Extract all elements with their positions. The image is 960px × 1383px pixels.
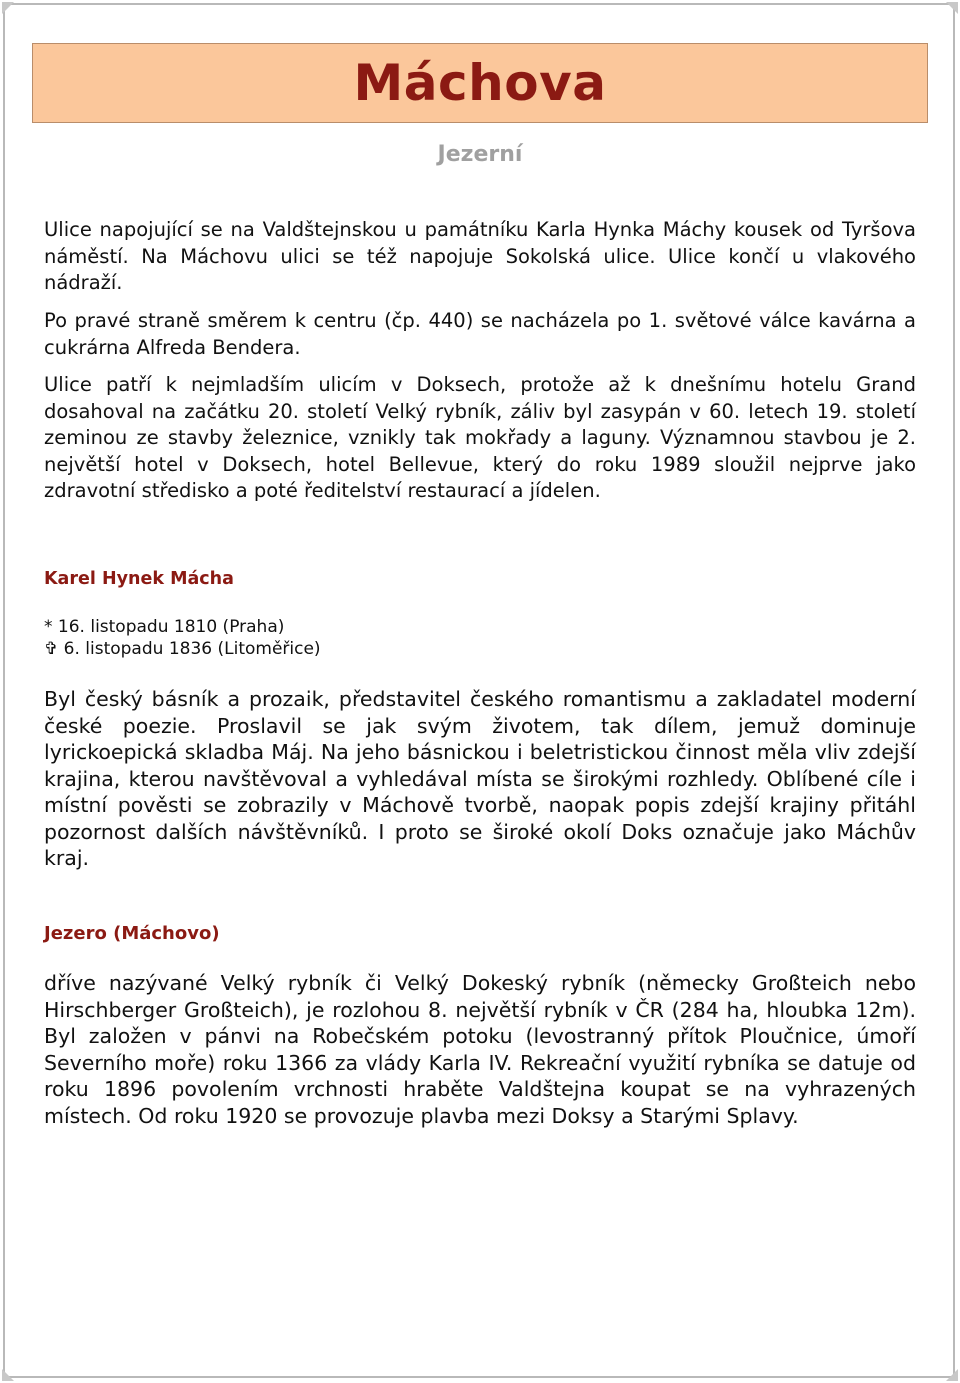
paragraph-macha [44, 686, 916, 872]
page-corner-decoration [2, 2, 14, 14]
page-title: Máchova [353, 54, 607, 112]
paragraph-text: Ulice patří k nejmladším ulicím v Doksech, protože až k dnešnímu hotelu Grand dosahoval na začátku 20. století Velký rybník, záliv byl zasypán v 60. letech 19. století zeminou ze stavby železnice, vznikly tak mokřady a laguny. Významnou stavbou je 2. největší hotel v Doksech, hotel Bellevue, který do roku 1989 sloužil nejprve jako zdravotní středisko a poté ředitelství restaurací a jídelen. [44, 373, 916, 502]
page-subtitle: Jezerní [437, 142, 523, 167]
section-heading-jezero: Jezero (Máchovo) [44, 923, 220, 944]
paragraph-jezero [44, 970, 916, 1129]
paragraph-text: dříve nazývané Velký rybník či Velký Dokeský rybník (německy Großteich nebo Hirschberger Großteich), je rozlohou 8. největší rybník v ČR (284 ha, hloubka 12m). Byl založen v pánvi na Robečském potoku (levostranný přítok Ploučnice, úmoří Severního moře) roku 1366 za vlády Karla IV. Rekreační využití rybníka se datuje od roku 1896 povolením vrchnosti hraběte Valdštejna koupat se na vyhrazených místech. Od roku 1920 se provozuje plavba mezi Doksy a Starými Splavy. [44, 971, 916, 1128]
birth-date: * 16. listopadu 1810 (Praha) [44, 617, 285, 637]
section-heading-macha: Karel Hynek Mácha [44, 569, 234, 589]
paragraph-text: Ulice napojující se na Valdštejnskou u památníku Karla Hynka Máchy kousek od Tyršova náměstí. Na Máchovu ulici se též napojuje Sokolská ulice. Ulice končí u vlakového nádraží. [44, 218, 916, 294]
page-corner-decoration [2, 1369, 14, 1381]
paragraph-intro [44, 217, 916, 297]
paragraph-text: Po pravé straně směrem k centru (čp. 440) se nacházela po 1. světové válce kavárna a cukrárna Alfreda Bendera. [44, 309, 916, 359]
page-corner-decoration [946, 2, 958, 14]
paragraph-history [44, 372, 916, 505]
macha-life-dates [44, 616, 916, 660]
title-banner [32, 43, 928, 123]
paragraph-cafe [44, 308, 916, 361]
death-date: ✞ 6. listopadu 1836 (Litoměřice) [44, 639, 321, 659]
page-corner-decoration [946, 1369, 958, 1381]
paragraph-text: Byl český básník a prozaik, představitel českého romantismu a zakladatel moderní české poezie. Proslavil se jak svým životem, tak dílem, jemuž dominuje lyrickoepická skladba Máj. Na jeho básnickou i beletristickou činnost měla vliv zdejší krajina, kterou navštěvoval a vyhledával místa se širokými rozhledy. Oblíbené cíle i místní pověsti se zobrazily v Máchově tvorbě, naopak popis zdejší krajiny přitáhl pozornost dalších návštěvníků. I proto se široké okolí Doks označuje jako Máchův kraj. [44, 687, 916, 870]
